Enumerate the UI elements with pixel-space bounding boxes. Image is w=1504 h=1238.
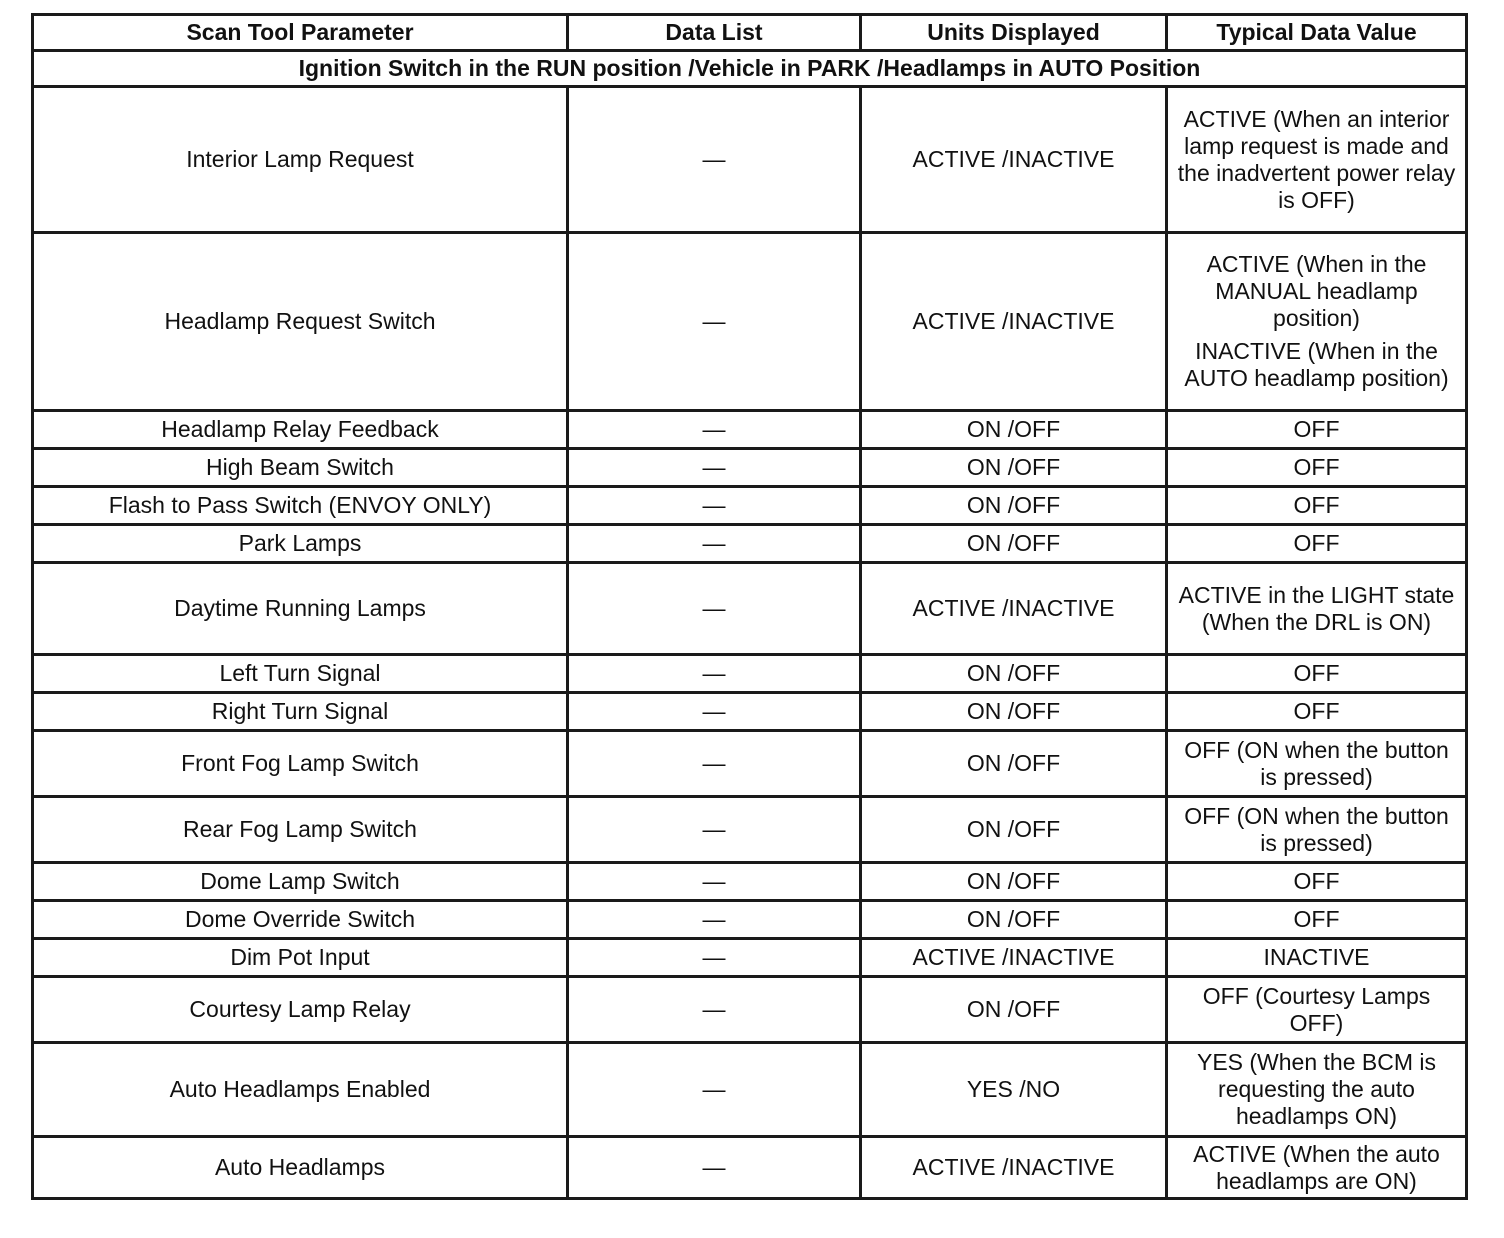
- parameter-cell: Front Fog Lamp Switch: [33, 731, 568, 797]
- table-row: [33, 487, 1467, 525]
- table-row: [33, 655, 1467, 693]
- units-displayed-cell: ON /OFF: [861, 901, 1167, 939]
- units-displayed-cell: ON /OFF: [861, 487, 1167, 525]
- typical-data-value-text: OFF: [1293, 868, 1340, 894]
- table-row: [33, 797, 1467, 863]
- typical-data-value-text: ACTIVE in the LIGHT state (When the DRL is ON): [1178, 581, 1455, 635]
- typical-data-value-text: INACTIVE (When in the AUTO headlamp position): [1184, 338, 1449, 391]
- data-list-cell: —: [568, 87, 861, 233]
- units-displayed-cell: ON /OFF: [861, 525, 1167, 563]
- typical-data-value-text: ACTIVE (When the auto headlamps are ON): [1193, 1140, 1440, 1194]
- typical-data-value-text: OFF: [1293, 530, 1340, 556]
- typical-data-value-text: OFF: [1293, 698, 1340, 724]
- table-row: [33, 411, 1467, 449]
- typical-data-value-text: OFF: [1293, 906, 1340, 932]
- table-row: [33, 1137, 1467, 1199]
- typical-data-value-text: OFF: [1293, 492, 1340, 518]
- table-row: [33, 863, 1467, 901]
- typical-data-value-cell: [1167, 525, 1467, 563]
- typical-data-value-text: YES (When the BCM is requesting the auto headlamps ON): [1196, 1049, 1437, 1129]
- data-list-cell: —: [568, 655, 861, 693]
- typical-data-value-cell: [1167, 693, 1467, 731]
- data-list-cell: —: [568, 487, 861, 525]
- header-units-displayed: Units Displayed: [861, 15, 1167, 51]
- table-row: [33, 1043, 1467, 1137]
- units-displayed-cell: ACTIVE /INACTIVE: [861, 233, 1167, 411]
- parameter-cell: Headlamp Request Switch: [33, 233, 568, 411]
- units-displayed-cell: ON /OFF: [861, 731, 1167, 797]
- units-displayed-cell: ON /OFF: [861, 977, 1167, 1043]
- typical-data-value-text: OFF: [1293, 416, 1340, 442]
- units-displayed-cell: ON /OFF: [861, 449, 1167, 487]
- typical-data-value-cell: [1167, 939, 1467, 977]
- parameter-cell: Right Turn Signal: [33, 693, 568, 731]
- typical-data-value-cell: [1167, 977, 1467, 1043]
- table-row: [33, 525, 1467, 563]
- typical-data-value-cell: [1167, 1043, 1467, 1137]
- table-row: [33, 563, 1467, 655]
- parameter-cell: Interior Lamp Request: [33, 87, 568, 233]
- units-displayed-cell: ACTIVE /INACTIVE: [861, 1137, 1167, 1199]
- parameter-cell: High Beam Switch: [33, 449, 568, 487]
- typical-data-value-cell: [1167, 449, 1467, 487]
- parameter-cell: Dome Lamp Switch: [33, 863, 568, 901]
- table-row: [33, 87, 1467, 233]
- table-row: [33, 233, 1467, 411]
- table-body: [33, 51, 1467, 1199]
- units-displayed-cell: ACTIVE /INACTIVE: [861, 939, 1167, 977]
- header-typical-data-value: Typical Data Value: [1167, 15, 1467, 51]
- table-row: [33, 939, 1467, 977]
- typical-data-value-cell: [1167, 655, 1467, 693]
- typical-data-value-cell: [1167, 1137, 1467, 1199]
- data-list-cell: —: [568, 525, 861, 563]
- typical-data-value-cell: [1167, 731, 1467, 797]
- units-displayed-cell: ON /OFF: [861, 411, 1167, 449]
- typical-data-value-text: ACTIVE (When an interior lamp request is made and the inadvertent power relay is OFF): [1177, 105, 1456, 213]
- parameter-cell: Dome Override Switch: [33, 901, 568, 939]
- parameter-cell: Dim Pot Input: [33, 939, 568, 977]
- section-row: [33, 51, 1467, 87]
- data-list-cell: —: [568, 977, 861, 1043]
- data-list-cell: —: [568, 901, 861, 939]
- units-displayed-cell: ON /OFF: [861, 797, 1167, 863]
- data-list-cell: —: [568, 563, 861, 655]
- typical-data-value-text: ACTIVE (When in the MANUAL headlamp position): [1206, 251, 1427, 331]
- header-data-list: Data List: [568, 15, 861, 51]
- parameter-cell: Left Turn Signal: [33, 655, 568, 693]
- table-row: [33, 901, 1467, 939]
- parameter-cell: Auto Headlamps: [33, 1137, 568, 1199]
- data-list-cell: —: [568, 1043, 861, 1137]
- header-scan-tool-parameter: Scan Tool Parameter: [33, 15, 568, 51]
- units-displayed-cell: ON /OFF: [861, 863, 1167, 901]
- typical-data-value-cell: [1167, 233, 1467, 411]
- table-row: [33, 977, 1467, 1043]
- data-list-cell: —: [568, 233, 861, 411]
- data-list-cell: —: [568, 411, 861, 449]
- data-list-cell: —: [568, 939, 861, 977]
- units-displayed-cell: ACTIVE /INACTIVE: [861, 87, 1167, 233]
- units-displayed-cell: YES /NO: [861, 1043, 1167, 1137]
- data-list-cell: —: [568, 797, 861, 863]
- typical-data-value-cell: [1167, 487, 1467, 525]
- data-list-cell: —: [568, 693, 861, 731]
- typical-data-value-cell: [1167, 901, 1467, 939]
- typical-data-value-text: OFF (ON when the button is pressed): [1184, 736, 1449, 790]
- units-displayed-cell: ON /OFF: [861, 693, 1167, 731]
- parameter-cell: Headlamp Relay Feedback: [33, 411, 568, 449]
- typical-data-value-cell: [1167, 797, 1467, 863]
- units-displayed-cell: ACTIVE /INACTIVE: [861, 563, 1167, 655]
- parameter-cell: Flash to Pass Switch (ENVOY ONLY): [33, 487, 568, 525]
- data-list-cell: —: [568, 731, 861, 797]
- typical-data-value-cell: [1167, 863, 1467, 901]
- typical-data-value-cell: [1167, 87, 1467, 233]
- data-list-cell: —: [568, 449, 861, 487]
- units-displayed-cell: ON /OFF: [861, 655, 1167, 693]
- typical-data-value-text: OFF: [1293, 454, 1340, 480]
- parameter-cell: Rear Fog Lamp Switch: [33, 797, 568, 863]
- scan-tool-data-table: [31, 13, 1468, 1200]
- typical-data-value-cell: [1167, 411, 1467, 449]
- parameter-cell: Daytime Running Lamps: [33, 563, 568, 655]
- typical-data-value-text: OFF (Courtesy Lamps OFF): [1202, 982, 1431, 1036]
- section-title: Ignition Switch in the RUN position /Vehicle in PARK /Headlamps in AUTO Position: [33, 51, 1467, 87]
- parameter-cell: Auto Headlamps Enabled: [33, 1043, 568, 1137]
- table-row: [33, 693, 1467, 731]
- parameter-cell: Park Lamps: [33, 525, 568, 563]
- parameter-cell: Courtesy Lamp Relay: [33, 977, 568, 1043]
- typical-data-value-text: INACTIVE: [1263, 944, 1370, 970]
- typical-data-value-text: OFF (ON when the button is pressed): [1184, 802, 1449, 856]
- table-row: [33, 449, 1467, 487]
- typical-data-value-text: OFF: [1293, 660, 1340, 686]
- typical-data-value-cell: [1167, 563, 1467, 655]
- header-row: [33, 15, 1467, 51]
- data-list-cell: —: [568, 863, 861, 901]
- data-list-cell: —: [568, 1137, 861, 1199]
- table-row: [33, 731, 1467, 797]
